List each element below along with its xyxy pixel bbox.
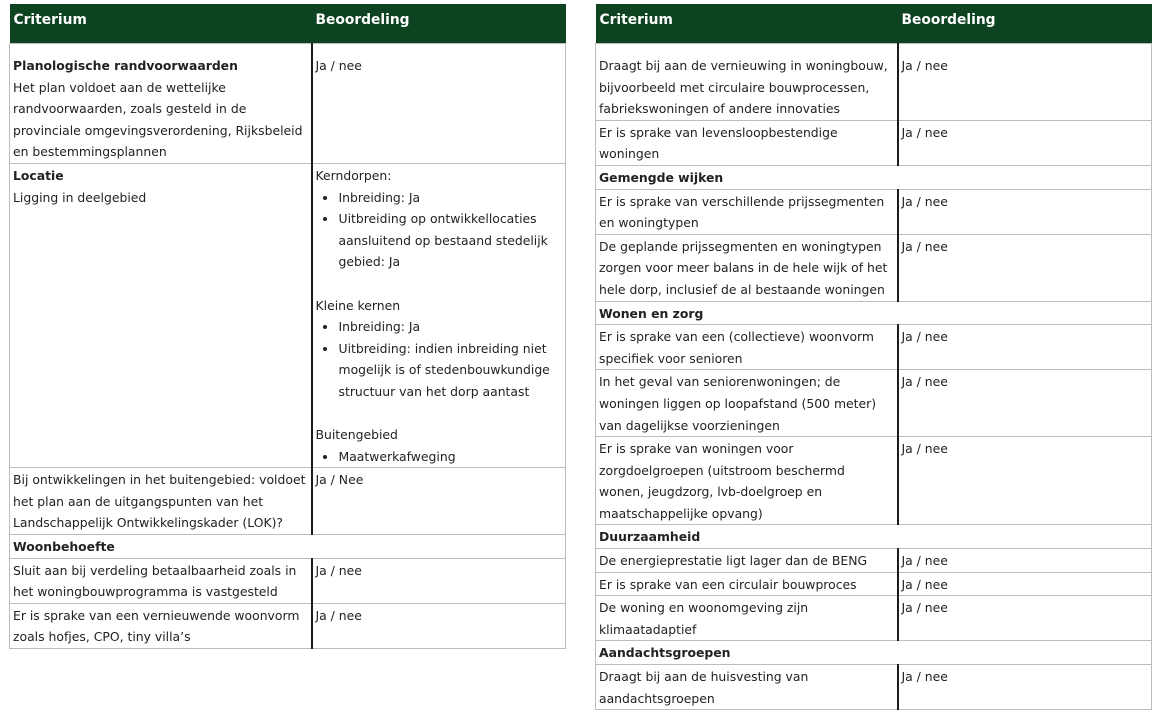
header-beoordeling: Beoordeling — [312, 4, 566, 44]
header-criterium: Criterium — [10, 4, 312, 44]
section-title: Duurzaamheid — [596, 525, 1152, 549]
kerndorpen-label: Kerndorpen: — [315, 167, 392, 183]
criterium-cell: De geplande prijssegmenten en woningtypen zorgen voor meer balans in de hele wijk of het hele dorp, inclusief de al bestaande woningen — [596, 234, 898, 301]
criterium-cell: Sluit aan bij verdeling betaalbaarheid zoals in het woningbouwprogramma is vastgesteld — [10, 558, 312, 603]
criterium-cell: Er is sprake van een vernieuwende woonvorm zoals hofjes, CPO, tiny villa’s — [10, 603, 312, 648]
criterium-cell: Er is sprake van verschillende prijssegmenten en woningtypen — [596, 189, 898, 234]
beoordeling-cell: Ja / nee — [898, 325, 1152, 370]
list-item: • Uitbreiding op ontwikkellocaties aansluitend op bestaand stedelijk gebied: Ja — [338, 208, 562, 273]
list-item: • Inbreiding: Ja — [338, 316, 562, 338]
beoordeling-cell: Ja / nee — [898, 596, 1152, 641]
criterium-cell: In het geval van seniorenwoningen; de woningen liggen op loopafstand (500 meter) van dagelijkse voorzieningen — [596, 370, 898, 437]
section-row-wonen-en-zorg — [596, 301, 1152, 325]
table-row — [596, 234, 1152, 301]
section-title: Woonbehoefte — [10, 535, 566, 559]
criterium-cell: Er is sprake van een (collectieve) woonvorm specifiek voor senioren — [596, 325, 898, 370]
criterium-cell — [10, 163, 312, 467]
criterium-text: Het plan voldoet aan de wettelijke randvoorwaarden, zoals gesteld in de provinciale omgevingsverordening, Rijksbeleid en bestemmingsplannen — [13, 79, 303, 160]
table-row — [596, 189, 1152, 234]
criterium-cell: Er is sprake van een circulair bouwproces — [596, 572, 898, 596]
table-row — [596, 120, 1152, 165]
list-item: • Uitbreiding: indien inbreiding niet mogelijk is of stedenbouwkundige structuur van het dorp aantast — [338, 338, 562, 403]
table-row-planologisch — [10, 44, 566, 164]
table-row — [596, 44, 1152, 121]
beoordeling-cell: Ja / nee — [312, 558, 566, 603]
section-title: Aandachtsgroepen — [596, 641, 1152, 665]
table-row — [596, 665, 1152, 710]
section-row-aandachtsgroepen — [596, 641, 1152, 665]
beoordeling-cell: Ja / nee — [312, 603, 566, 648]
criterium-cell: Er is sprake van levensloopbestendige woningen — [596, 120, 898, 165]
criterium-text: Ligging in deelgebied — [13, 189, 147, 205]
header-criterium: Criterium — [596, 4, 898, 44]
kerndorpen-list — [316, 187, 562, 273]
beoordeling-cell: Ja / nee — [898, 120, 1152, 165]
table-row-lok — [10, 468, 566, 535]
kleine-kernen-label: Kleine kernen — [315, 297, 401, 313]
criterium-cell: Bij ontwikkelingen in het buitengebied: voldoet het plan aan de uitgangspunten van het Landschappelijk Ontwikkelingskader (LOK)? — [10, 468, 312, 535]
beoordeling-cell: Ja / nee — [898, 370, 1152, 437]
header-row — [10, 4, 566, 44]
table-row — [596, 572, 1152, 596]
criterium-cell: De woning en woonomgeving zijn klimaatadaptief — [596, 596, 898, 641]
table-row — [10, 558, 566, 603]
beoordeling-cell: Ja / nee — [312, 44, 566, 164]
buitengebied-list — [316, 446, 562, 468]
beoordeling-cell: Ja / Nee — [312, 468, 566, 535]
beoordeling-cell — [312, 163, 566, 467]
table-row — [596, 370, 1152, 437]
beoordeling-cell: Ja / nee — [898, 572, 1152, 596]
beoordeling-cell: Ja / nee — [898, 437, 1152, 525]
beoordeling-cell: Ja / nee — [898, 189, 1152, 234]
kleine-kernen-list — [316, 316, 562, 402]
section-title: Gemengde wijken — [596, 165, 1152, 189]
criterium-cell: Er is sprake van woningen voor zorgdoelgroepen (uitstroom beschermd wonen, jeugdzorg, lvb-doelgroep en maatschappelijke opvang) — [596, 437, 898, 525]
table-row — [596, 325, 1152, 370]
table-row — [596, 549, 1152, 573]
beoordeling-cell: Ja / nee — [898, 549, 1152, 573]
header-row — [596, 4, 1152, 44]
criterium-cell — [10, 44, 312, 164]
section-row-duurzaamheid — [596, 525, 1152, 549]
list-item: • Inbreiding: Ja — [338, 187, 562, 209]
buitengebied-label: Buitengebied — [315, 427, 398, 443]
criteria-table-left — [9, 4, 566, 649]
section-title: Wonen en zorg — [596, 301, 1152, 325]
table-row — [596, 437, 1152, 525]
criterium-cell: De energieprestatie ligt lager dan de BENG — [596, 549, 898, 573]
table-row — [10, 603, 566, 648]
beoordeling-cell: Ja / nee — [898, 44, 1152, 121]
table-row — [596, 596, 1152, 641]
header-beoordeling: Beoordeling — [898, 4, 1152, 44]
criterium-cell: Draagt bij aan de vernieuwing in woningbouw, bijvoorbeeld met circulaire bouwprocessen, fabriekswoningen of andere innovaties — [596, 44, 898, 121]
beoordeling-cell: Ja / nee — [898, 665, 1152, 710]
criterium-title: Locatie — [13, 167, 64, 183]
criterium-title: Planologische randvoorwaarden — [13, 58, 238, 73]
beoordeling-cell: Ja / nee — [898, 234, 1152, 301]
section-row-woonbehoefte — [10, 535, 566, 559]
list-item: • Maatwerkafweging — [338, 446, 562, 468]
section-row-gemengde-wijken — [596, 165, 1152, 189]
table-row-locatie — [10, 163, 566, 467]
criteria-table-right — [595, 4, 1152, 710]
criterium-cell: Draagt bij aan de huisvesting van aandachtsgroepen — [596, 665, 898, 710]
